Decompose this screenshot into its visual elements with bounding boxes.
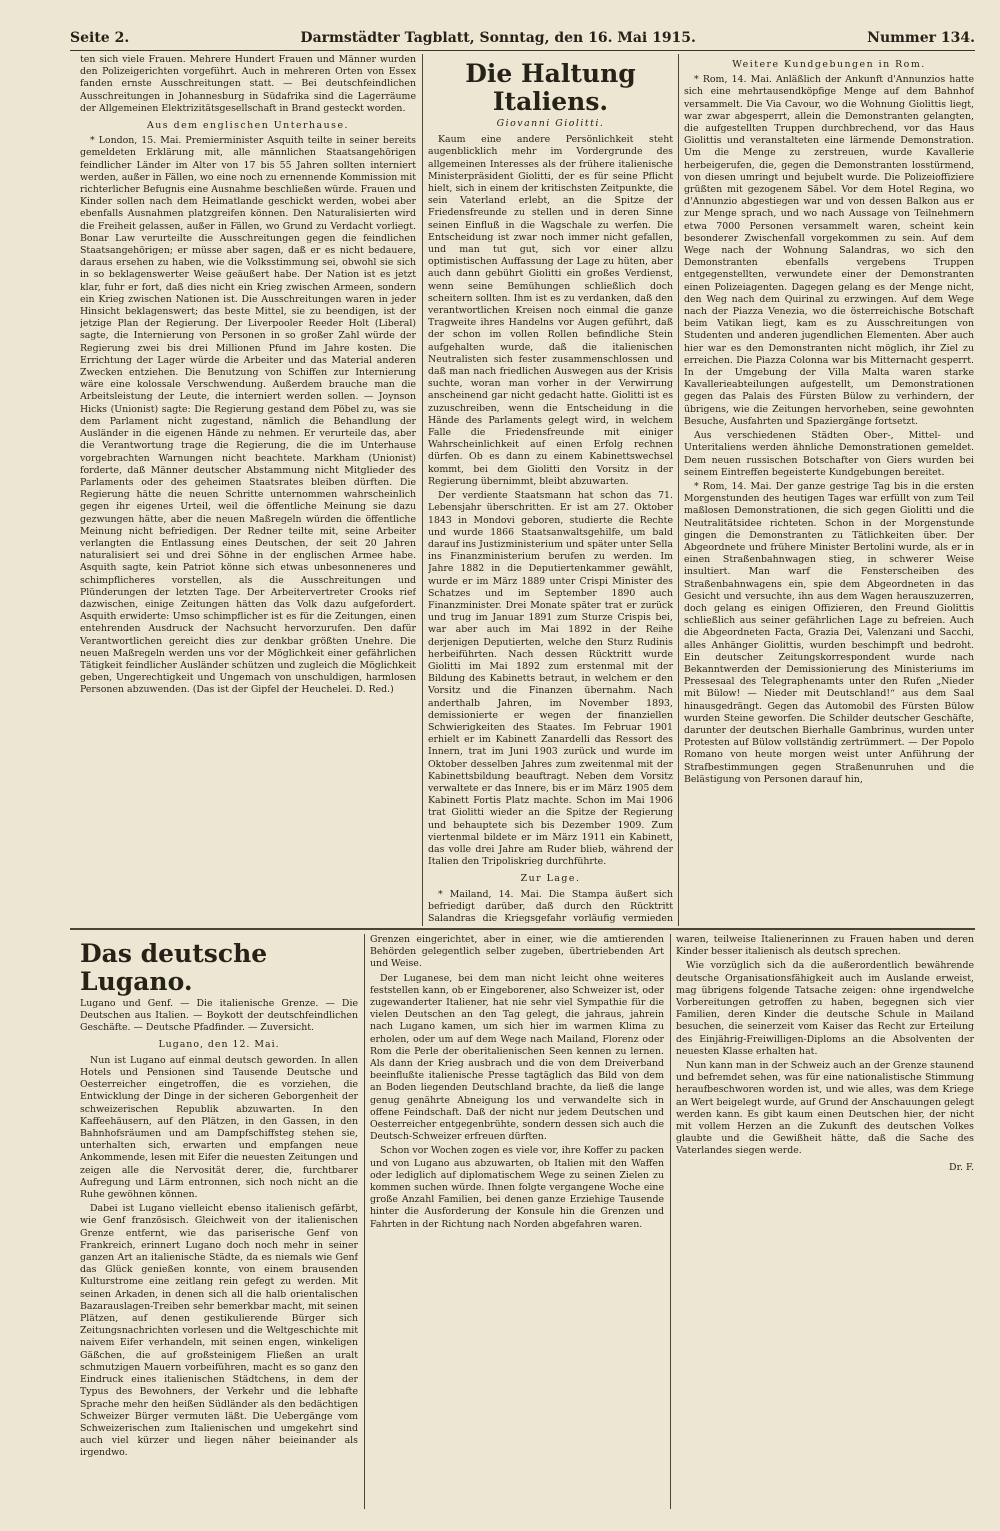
section-rule (70, 928, 975, 930)
lugano-column-3 (676, 934, 974, 1509)
author-signature: Dr. F. (949, 1161, 974, 1173)
section-heading: Aus dem englischen Unterhause. (146, 120, 349, 132)
column-2 (428, 54, 673, 924)
column-rule (678, 54, 679, 926)
column-rule (422, 54, 423, 926)
newspaper-title-line: Darmstädter Tagblatt, Sonntag, den 16. Mai 1915. (300, 30, 696, 46)
column-rule (670, 934, 671, 1509)
lugano-column-1 (80, 934, 358, 1509)
masthead (70, 30, 975, 51)
article-subheading: Giovanni Giolitti. (496, 118, 605, 129)
article-body: * Rom, 14. Mai. Der ganze gestrige Tag bis in die ersten Morgenstunden des heutigen Tages war erfüllt von zum Teil maßlosen Demonstrationen, die sich gegen Giolitti und die Neutralitätsidee richteten. Schon in der Morgenstunde gingen die Demonstranten zu Tätlichkeiten über. Der Abgeordnete und frühere Minister Bertolini wurde, als er in einen Straßenbahnwagen stieg, in schwerer Weise insultiert. Man warf die Fensterscheiben des Straßenbahnwagens ein, spie dem Abgeordneten in das Gesicht und versuchte, ihn aus dem Wagen herauszuzerren, doch gelang es einigen Offizieren, den Freund Giolittis schließlich aus seiner gefährlichen Lage zu befreien. Auch die Abgeordneten Facta, Grazia Dei, Valenzani und Sacchi, alles Anhänger Giolittis, wurden beschimpft und bedroht. Ein deutscher Zeitungskorrespondent wurde nach Bekanntwerden der Demissionierung des Ministeriums im Pressesaal des Telegraphenamts unter den Rufen „Nieder mit Bülow! — Nieder mit Deutschland!“ aus dem Saal hinausgedrängt. Gegen das Automobil des Fürsten Bülow wurden Steine geworfen. Die Schilder deutscher Geschäfte, darunter der deutschen Bierhalle Gambrinus, wurden unter Protesten auf Bülow vollständig zertrümmert. — Der Popolo Romano von heute morgen weist unter Anführung der Strafbestimmungen gegen Straßenunruhen und die Belästigung von Personen darauf hin, (684, 480, 974, 785)
article-body: Der verdiente Staatsmann hat schon das 71. Lebensjahr überschritten. Er ist am 27. Oktober 1843 in Mondovi geboren, studierte die Rechte und wurde 1866 Staatsanwaltsgehilfe, um bald darauf ins Justizministerium und später unter Sella ins Finanzministerium berufen zu werden. Im Jahre 1882 in die Deputiertenkammer gewählt, wurde er im März 1889 unter Crispi Minister des Schatzes und im September 1890 auch Finanzminister. Drei Monate später trat er zurück und trug im Januar 1891 zum Sturze Crispis bei, war aber auch im Mai 1892 in der Reihe derjenigen Deputierten, welche den Sturz Rudinis herbeiführten. Nach dessen Rücktritt wurde Giolitti im Mai 1892 zum erstenmal mit der Bildung des Kabinetts betraut, in welchem er den Vorsitz und die Finanzen übernahm. Nach anderthalb Jahren, im November 1893, demissionierte er wegen der finanziellen Schwierigkeiten des Staates. Im Februar 1901 erhielt er im Kabinett Zanardelli das Ressort des Innern, trat im Juni 1903 zurück und wurde im Oktober desselben Jahres zum zweitenmal mit der Kabinettsbildung beauftragt. Neben dem Vorsitz verwaltete er das Innere, bis er im März 1905 dem Kabinett Fortis Platz machte. Schon im Mai 1906 trat Giolitti wieder an die Spitze der Regierung und behauptete sich bis Dezember 1909. Zum viertenmal bildete er im März 1911 ein Kabinett, das volle drei Jahre am Ruder blieb, während der Italien den Tripoliskrieg durchführte. (428, 490, 673, 868)
article-body: Wie vorzüglich sich da die außerordentlich bewährende deutsche Organisationsfähigkeit auch im Auslande erweist, mag übrigens folgende Tatsache zeigen: ohne irgendwelche Vorbereitungen getroffen zu haben, begegnen sich vier Familien, deren Kinder die deutsche Schule in Mailand besuchen, die seinerzeit vom Kaiser das Recht zur Erteilung des Einjährig-Freiwilligen-Diploms an die Absolventen der neuesten Klasse erhalten hat. (676, 960, 974, 1057)
article-body: Aus verschiedenen Städten Ober-, Mittel- und Unteritaliens werden ähnliche Demonstrationen gemeldet. Dem neuen russischen Botschafter von Giers wurden bei seinem Eintreffen begeisterte Kundgebungen bereitet. (684, 430, 974, 478)
article-body: Nun kann man in der Schweiz auch an der Grenze staunend und befremdet sehen, was für eine nationalistische Stimmung heraufbeschworen worden ist, und wie alles, was dem Kriege an Wert beigelegt wurde, auf Grund der Anschauungen gelegt werden kann. Es gibt kaum einen Deutschen hier, der nicht mit vollem Herzen an die Zukunft des deutschen Volkes glaubte und die Gewißheit hätte, daß die Sache des Vaterlandes siegen werde. (676, 1060, 974, 1157)
article-continuation: ten sich viele Frauen. Mehrere Hundert Frauen und Männer wurden den Polizeigerichten vorgeführt. Auch in mehreren Orten von Essex fanden ernste Ausschreitungen statt. — Bei deutschfeindlichen Ausschreitungen in Johannesburg in Südafrika sind die Lagerräume der Allgemeinen Elektrizitätsgesellschaft in Brand gesteckt worden. (80, 54, 416, 114)
article-headline: Die Haltung Italiens. (465, 59, 636, 116)
column-1 (80, 54, 416, 924)
article-body: Dabei ist Lugano vielleicht ebenso italienisch gefärbt, wie Genf französisch. Gleichweit von der italienischen Grenze entfernt, wie das pariserische Genf von Frankreich, erinnert Lugano doch noch mehr in seiner ganzen Art an italienische Städte, da es niemals wie Genf das Glück genießen konnte, von einem brausenden Kulturstrome eine zeitlang rein gefegt zu werden. Mit seinen Arkaden, in denen sich all die halb orientalischen Bazarauslagen-Treiben sehr bemerkbar macht, mit seinen Plätzen, auf denen gestikulierende Bürger sich Zeitungsnachrichten vorlesen und die Weltgeschichte mit naivem Eifer verhandeln, mit seinen engen, winkeligen Gäßchen, die auf großsteinigem Fließen an uralt schmutzigen Mauern vorbeiführen, macht es so ganz den Eindruck eines italienischen Städtchens, in dem der Typus des Bewohners, der Verkehr und die lebhafte Sprache mehr den heißen Südländer als den bedächtigen Schweizer Bürger vermuten läßt. Die Uebergänge vom Schweizerischen zum Italienischen und umgekehrt sind auch viel kürzer und liegen näher beieinander als irgendwo. (80, 1203, 358, 1459)
article-body: Nun ist Lugano auf einmal deutsch geworden. In allen Hotels und Pensionen sind Tausende Deutsche und Oesterreicher eingetroffen, die es vorziehen, die Entwicklung der Dinge in der sicheren Geborgenheit der schweizerischen Republik abzuwarten. In den Kaffeehäusern, auf den Plätzen, in den Gassen, in den Bahnhofsräumen und am Dampfschiffsteg stehen sie, unterhalten sich, erwarten und empfangen neue Ankommende, lesen mit Eifer die neuesten Zeitungen und zeigen alle die Nervosität derer, die, furchtbarer Aufregung und Lärm entronnen, sich noch nicht an die Ruhe gewöhnen können. (80, 1054, 358, 1201)
section-heading: Weitere Kundgebungen in Rom. (732, 59, 926, 70)
article-body: * Rom, 14. Mai. Anläßlich der Ankunft d'Annunzios hatte sich eine mehrtausendköpfige Menge auf dem Bahnhof versammelt. Die Via Cavour, wo die Wohnung Giolittis liegt, war zwar abgesperrt, allein die Demonstranten gelangten, die aufgestellten Truppen durchbrechend, vor das Haus Giolittis und veranstalteten eine lärmende Demonstration. Um die Menge zu zerstreuen, wurde Kavallerie herbeigerufen, die, gegen die Demonstranten losstürmend, von diesen umringt und bejubelt wurde. Die Polizeioffiziere grüßten mit gezogenem Säbel. Vor dem Hotel Regina, wo d'Annunzio abgestiegen war und von dessen Balkon aus er zur Menge sprach, und wo nach Aussage von Teilnehmern etwa 7000 Personen versammelt waren, scheint kein besonderer Zwischenfall vorgekommen zu sein. Auf dem Wege nach der Wohnung Salandras, wo sich den Demonstranten ebenfalls vergebens Truppen entgegenstellten, verwundete einer der Demonstranten einen Polizeiagenten. Dagegen gelang es der Menge nicht, den Weg nach dem Quirinal zu erzwingen. Auf dem Wege nach der Piazza Venezia, wo die österreichische Botschaft beim Vatikan liegt, kam es zu Ausschreitungen von Studenten und anderen jugendlichen Elementen. Aber auch hier war es den Demonstranten nicht möglich, ihr Ziel zu erreichen. Die Piazza Colonna war bis Mitternacht gesperrt. In der Umgebung der Villa Malta waren starke Kavallerieabteilungen aufgestellt, um Demonstrationen gegen das Palais des Fürsten Bülow zu verhindern, der übrigens, wie die Zeitungen hervorheben, seine gewohnten Besuche, Ausfahrten und Spaziergänge fortsetzt. (684, 74, 974, 427)
section-heading: Zur Lage. (520, 873, 581, 885)
article-body: Der Luganese, bei dem man nicht leicht ohne weiteres feststellen kann, ob er Eingeborener, also Schweizer ist, oder zugewanderter Italiener, hat nie sehr viel Sympathie für die vielen Deutschen an den Tag gelegt, die jahraus, jahrein nach Lugano kamen, um sich hier im warmen Klima zu erholen, oder um auf dem Wege nach Mailand, Florenz oder Rom die Perle der oberitalienischen Seen kennen zu lernen. Als dann der Krieg ausbrach und die von dem Dreiverband beeinflußte italienische Presse tagtäglich das Bild von dem an Boden liegenden Deutschland brachte, da ließ die lange genug genährte Abneigung los und verwandelte sich in offene Feindschaft. Daß der nicht nur jedem Deutschen und Oesterreicher entgegenbrühte, sondern dessen sich auch die Deutsch-Schweizer erfreuen dürften. (370, 972, 664, 1143)
dateline: Lugano, den 12. Mai. (158, 1038, 280, 1050)
article-body: Grenzen eingerichtet, aber in einer, wie die amtierenden Behörden gelegentlich selber zugeben, übertriebenden Art und Weise. (370, 934, 664, 970)
article-body: * Mailand, 14. Mai. Die Stampa äußert sich befriedigt darüber, daß durch den Rücktritt Salandras die Kriegsgefahr vorläufig vermieden (428, 888, 673, 924)
article-body: Kaum eine andere Persönlichkeit steht augenblicklich mehr im Vordergrunde des allgemeinen Interesses als der frühere italienische Ministerpräsident Giolitti, der es für seine Pflicht hielt, sich in einem der kritischsten Zeitpunkte, die sein Vaterland erlebt, an die Spitze der Friedensfreunde zu stellen und in deren Sinne seinen Einfluß in die Wagschale zu werfen. Die Entscheidung ist zwar noch immer nicht gefallen, und man tut gut, sich vor einer allzu optimistischen Auffassung der Lage zu hüten, aber auch dann gebührt Giolitti ein großes Verdienst, wenn seine Bemühungen schließlich doch scheitern sollten. Ihm ist es zu verdanken, daß den verantwortlichen Kreisen noch einmal die ganze Tragweite ihres Handelns vor Augen geführt, daß der schon im vollen Rollen befindliche Stein aufgehalten wurde, daß die italienischen Neutralisten sich fester zusammenschlossen und daß man nach friedlichen Auswegen aus der Krisis suchte, woran man vorher in der Verwirrung anscheinend gar nicht gedacht hatte. Giolitti ist es zuzuschreiben, wenn die Entscheidung in die Hände des Parlaments gelegt wird, in welchem Falle die Friedensfreunde mit einiger Wahrscheinlichkeit auf einen Erfolg rechnen dürfen. Ob es dann zu einem Kabinettswechsel kommt, bei dem Giolitti den Vorsitz in der Regierung übernimmt, bleibt abzuwarten. (428, 134, 673, 487)
lugano-column-2 (370, 934, 664, 1509)
column-rule (364, 934, 365, 1509)
column-3 (684, 54, 974, 924)
article-lead: Lugano und Genf. — Die italienische Grenze. — Die Deutschen aus Italien. — Boykott der deutschfeindlichen Geschäfte. — Deutsche Pfadfinder. — Zuversicht. (80, 998, 358, 1034)
article-body: Schon vor Wochen zogen es viele vor, ihre Koffer zu packen und von Lugano aus abzuwarten, ob Italien mit den Waffen oder lediglich auf diplomatischem Wege zu seinen Zielen zu kommen suchen würde. Ihnen folgte vergangene Woche eine große Anzahl Familien, bei denen ganze Erziehige Tausende hinter die Ausforderung der Konsule hin die Grenzen und Fahrten in der Richtung nach Norden abgefahren waren. (370, 1145, 664, 1230)
issue-number: Nummer 134. (867, 30, 975, 46)
article-body: * London, 15. Mai. Premierminister Asquith teilte in seiner bereits gemeldeten Erklärung mit, alle männlichen Staatsangehörigen feindlicher Länder im Alter von 17 bis 55 Jahren sollten interniert werden, außer in Fällen, wo eine noch zu ernennende Kommission mit richterlicher Befugnis eine Ausnahme beschließen würde. Frauen und Kinder sollen nach dem Heimatlande geschickt werden, wobei aber ebenfalls Ausnahmen platzgreifen können. Den Naturalisierten wird die Freiheit gelassen, außer in Fällen, wo Grund zu Verdacht vorliegt. Bonar Law verurteilte die Ausschreitungen gegen die feindlichen Staatsangehörigen; er müsse aber sagen, daß er es nicht bedauere, daraus ersehen zu haben, wie die Volksstimmung sei, obwohl sie sich in so beklagenswerter Weise geäußert habe. Der Nation ist es jetzt klar, fuhr er fort, daß dies nicht ein Krieg zwischen Armeen, sondern ein Krieg zwischen Nationen ist. Die Ausschreitungen waren in jeder Hinsicht beklagenswert; das beste Mittel, sie zu beendigen, ist der jetzige Plan der Regierung. Der Liverpooler Reeder Holt (Liberal) sagte, die Internierung von Personen in so großer Zahl würde der Regierung zwei bis drei Millionen Pfund im Jahre kosten. Die Errichtung der Lager würde die Arbeiter und das Material anderen Zwecken entziehen. Die Benutzung von Schiffen zur Internierung wäre eine kolossale Verschwendung. Außerdem brauche man die Arbeitsleistung der Leute, die interniert werden sollen. — Joynson Hicks (Unionist) sagte: Die Regierung gestand dem Pöbel zu, was sie dem Parlament nicht zugestand, nämlich die Behandlung der Ausländer in die eigenen Hände zu nehmen. Er verurteile das, aber die Verantwortung trage die Regierung, die die im Unterhause vorgebrachten Warnungen nicht beachtete. Markham (Unionist) forderte, daß Männer deutscher Abstammung nicht Mitglieder des Parlaments oder des geheimen Staatsrates bleiben dürften. Die Regierung hätte die neuen Schritte unternommen wahrscheinlich gegen ihr eigenes Urteil, weil die öffentliche Meinung sie dazu gezwungen hätte, aber die neuen Maßregeln würden die öffentliche Meinung nicht befriedigen. Der Redner teilte mit, seine Arbeiter verlangten die Entlassung eines Deutschen, der seit 20 Jahren naturalisiert sei und drei Söhne in der englischen Armee habe. Asquith sagte, kein Patriot könne sich etwas unbesonneneres und schimpflicheres vorstellen, als die Ausschreitungen und Plünderungen der letzten Tage. Der Arbeitervertreter Crooks rief dazwischen, einige Zeitungen hätten das Volk dazu aufgefordert. Asquith erwiderte: Umso schimpflicher ist es für die Zeitungen, einen entehrenden Ausdruck der Nachsucht hervorzurufen. Den dafür Verantwortlichen gereicht dies zur denkbar größten Unehre. Die neuen Maßregeln werden uns vor der Möglichkeit einer gefährlichen Tätigkeit feindlicher Ausländer schützen und zugleich die Möglichkeit geben, Ungerechtigkeit und Ungemach von unschuldigen, harmlosen Personen abzuwenden. (Das ist der Gipfel der Heuchelei. D. Red.) (80, 135, 416, 696)
article-body: waren, teilweise Italienerinnen zu Frauen haben und deren Kinder besser italienisch als deutsch sprechen. (676, 934, 974, 958)
article-headline: Das deutsche Lugano. (80, 939, 268, 996)
page-number: Seite 2. (70, 30, 130, 46)
